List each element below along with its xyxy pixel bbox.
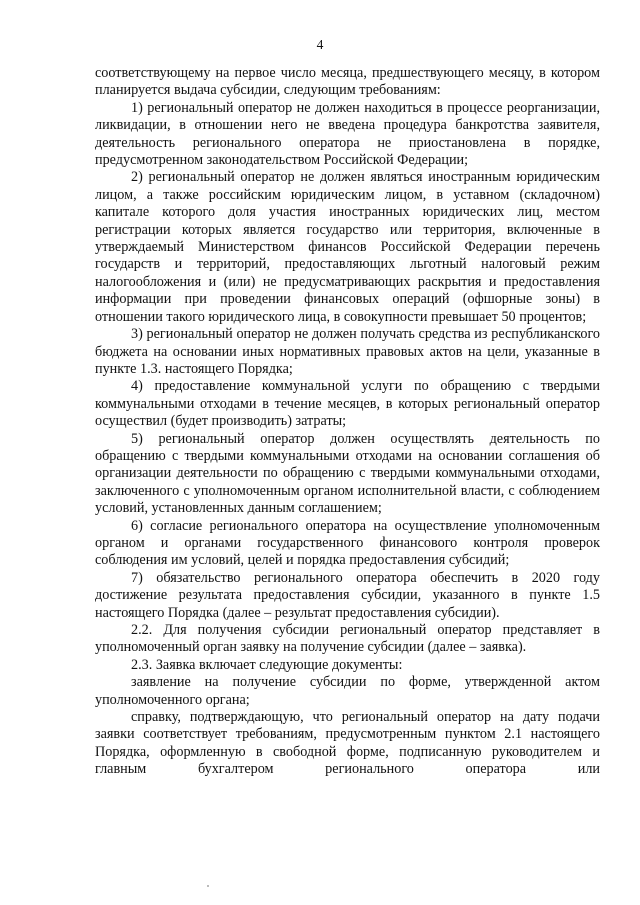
scan-speck bbox=[207, 885, 209, 887]
paragraph-2-2: 2.2. Для получения субсидии региональный оператор представляет в уполномоченный орган заявку на получение субсидии (далее – заявка). bbox=[95, 622, 600, 656]
paragraph-requirement-4: 4) предоставление коммунальной услуги по обращению с твердыми коммунальными отходами в течение месяцев, в которых региональный оператор осуществил (будет производить) затраты; bbox=[95, 378, 600, 430]
page-number: 4 bbox=[316, 37, 324, 52]
paragraph-requirement-2: 2) региональный оператор не должен являться иностранным юридическим лицом, а также российским юридическим лицом, в уставном (складочном) капитале которого доля участия иностранных юридических лиц, местом регистрации которых является государство или территория, включенные в утверждаемый Министерством финансов Российской Федерации перечень государств и территорий, предоставляющих льготный налоговый режим налогообложения и (или) не предусматривающих раскрытия и предоставления информации при проведении финансовых операций (офшорные зоны) в отношении такого юридического лица, в совокупности превышает 50 процентов; bbox=[95, 169, 600, 325]
paragraph-requirement-3: 3) региональный оператор не должен получать средства из республиканского бюджета на основании иных нормативных правовых актов на цели, указанные в пункте 1.3. настоящего Порядка; bbox=[95, 326, 600, 377]
paragraph-requirement-1: 1) региональный оператор не должен находиться в процессе реорганизации, ликвидации, в отношении него не введена процедура банкротства заявителя, деятельность регионального оператора не приостановлена в порядке, предусмотренном законодательством Российской Федерации; bbox=[95, 99, 600, 169]
paragraph-2-3: 2.3. Заявка включает следующие документы: bbox=[131, 656, 403, 673]
paragraph-requirement-7: 7) обязательство регионального оператора обеспечить в 2020 году достижение результата предоставления субсидии, указанного в пункте 1.5 настоящего Порядка (далее – результат предоставления субсидии). bbox=[95, 569, 600, 621]
paragraph-application-form: заявление на получение субсидии по форме, утвержденной актом уполномоченного органа; bbox=[95, 674, 600, 708]
paragraph-requirement-6: 6) согласие регионального оператора на осуществление уполномоченным органом и органами государственного финансового контроля проверок соблюдения им условий, целей и порядка предоставления субсидий; bbox=[95, 517, 600, 569]
paragraph-intro-continuation: соответствующему на первое число месяца, предшествующего месяцу, в котором планируется выдача субсидии, следующим требованиям: bbox=[95, 65, 600, 99]
document-body bbox=[95, 65, 600, 779]
paragraph-requirement-5: 5) региональный оператор должен осуществлять деятельность по обращению с твердыми коммунальными отходами на основании соглашения об организации деятельности по обращению с твердыми коммунальными отходами, заключенного с уполномоченным органом исполнительной власти, с соблюдением условий, установленных данным соглашением; bbox=[95, 430, 600, 517]
paragraph-certificate: справку, подтверждающую, что региональный оператор на дату подачи заявки соответствует требованиям, предусмотренным пунктом 2.1 настоящего Порядка, оформленную в свободной форме, подписанную руководителем и главным бухгалтером регионального оператора или bbox=[95, 709, 600, 778]
